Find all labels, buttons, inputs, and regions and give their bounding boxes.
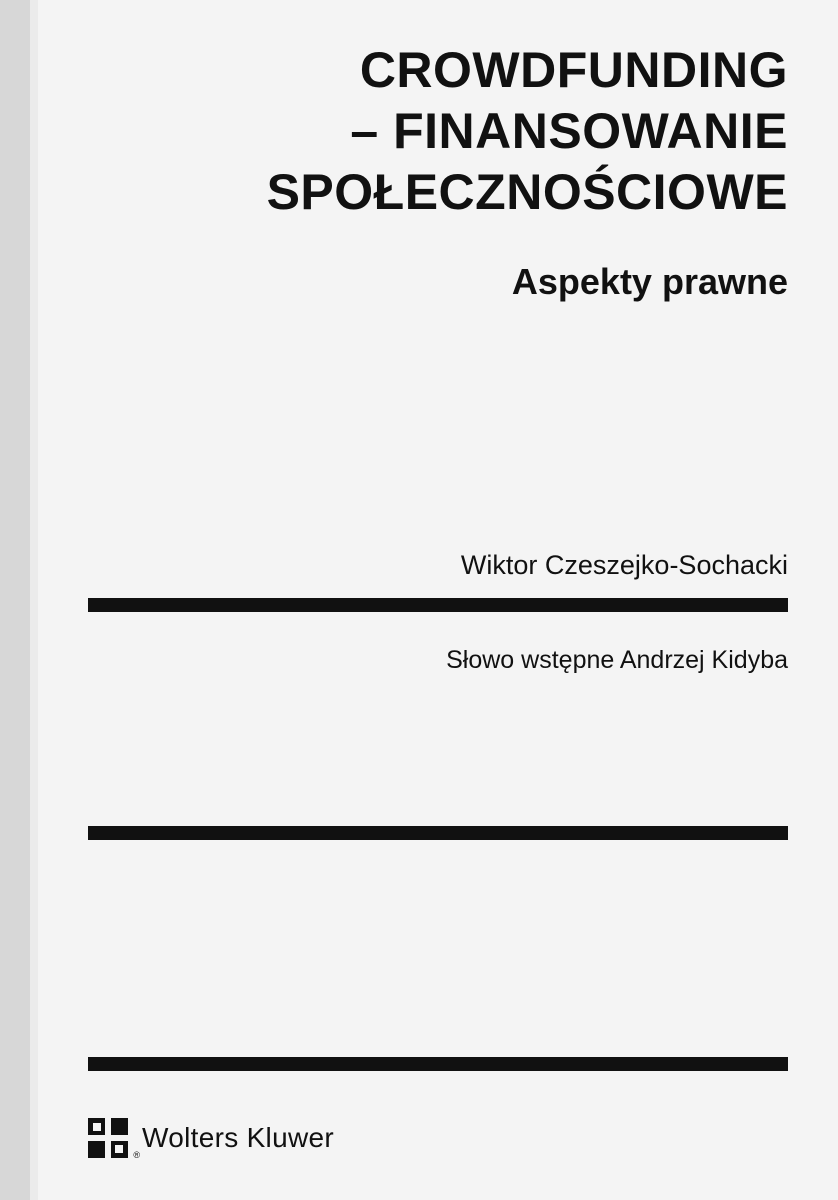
publisher-name: Wolters Kluwer xyxy=(142,1122,334,1153)
publisher-logo xyxy=(88,1118,334,1158)
author-block xyxy=(78,548,788,583)
subtitle: Aspekty prawne xyxy=(511,261,788,302)
divider-rule-middle xyxy=(88,826,788,840)
title-line-3: SPOŁECZNOŚCIOWE xyxy=(266,164,788,220)
author-name: Wiktor Czeszejko-Sochacki xyxy=(460,550,788,580)
foreword-credit: Słowo wstępne Andrzej Kidyba xyxy=(446,646,788,674)
spine-highlight-strip xyxy=(30,0,38,1200)
divider-rule-bottom xyxy=(88,1057,788,1071)
cover-front-face xyxy=(38,0,838,1200)
wolters-kluwer-logo-icon xyxy=(88,1118,140,1160)
registered-trademark-icon: ® xyxy=(133,1150,140,1160)
page-title xyxy=(78,40,788,303)
title-line-2: – FINANSOWANIE xyxy=(350,103,788,159)
spine-shadow-strip xyxy=(0,0,30,1200)
title-line-1: CROWDFUNDING xyxy=(359,42,788,98)
divider-rule-top xyxy=(88,598,788,612)
foreword-block xyxy=(78,632,788,677)
